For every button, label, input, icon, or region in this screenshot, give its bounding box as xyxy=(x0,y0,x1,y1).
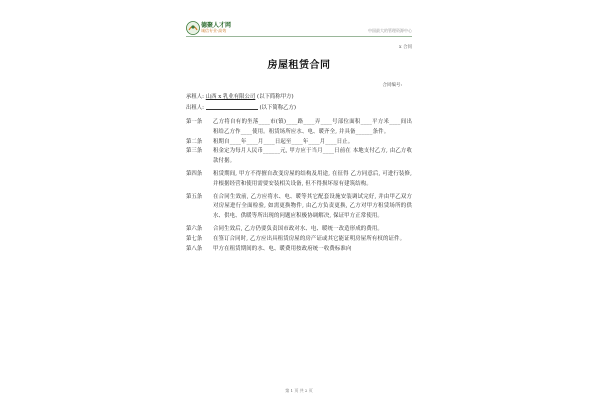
lessor-note: (以下简称甲方) xyxy=(257,94,294,100)
lessee-label: 出租人: xyxy=(186,105,204,111)
clause-label: 第一条 xyxy=(186,119,203,125)
clause-list xyxy=(186,118,412,254)
clause-text: 在合同生效前, 乙方应将水、电、暖等其它配套设施安装调试完好, 并由甲乙双方对房屋进行全面检验, 如需更换物件, 由乙方负责更换, 乙方对甲方租赁场所的供水、供电、供暖等所出现的问题应积极协调解决, 保证甲方正常使用。 xyxy=(213,193,412,220)
document-page xyxy=(186,20,412,396)
logo-title: 德聚人才网 xyxy=(201,22,232,29)
clause-8 xyxy=(186,245,412,255)
clause-text: 合同生效后, 乙方仍要负责国市政对水、电、暖统一改造形成的费用。 xyxy=(213,225,383,232)
logo-icon xyxy=(186,21,200,35)
lessee-note: (以下简称乙方) xyxy=(259,105,296,111)
clause-text: 租金定为每月人民币______元, 甲方应于当月____日前在 本地支付乙方, 由乙方收款付据。 xyxy=(213,148,412,165)
clause-label: 第七条 xyxy=(186,235,203,242)
clause-label: 第四条 xyxy=(186,170,203,177)
clause-2 xyxy=(186,138,412,148)
header-divider xyxy=(186,36,412,37)
clause-label: 第二条 xyxy=(186,138,203,145)
clause-label: 第三条 xyxy=(186,148,203,155)
lessor-name: 山西 x 乳业有限公司 xyxy=(205,94,256,100)
clause-text: 乙方将自有的坐落____市(镇)____路____弄____号部位面积____平方米____间出租给乙方作____使用。租赁场所应水、电、暖齐全, 并具备______条件。 xyxy=(213,119,412,135)
lessee-name-blank xyxy=(206,104,258,110)
clause-1 xyxy=(186,118,412,138)
logo-subtitle: 诚信专业·高效 xyxy=(201,28,227,33)
lessor-line xyxy=(186,92,294,100)
lessor-label: 承租人: xyxy=(186,94,204,100)
clause-3 xyxy=(186,147,412,167)
clause-5 xyxy=(186,193,412,222)
clause-label: 第八条 xyxy=(186,245,203,252)
page-header xyxy=(186,20,412,38)
clause-text: 甲方在租赁期间的水、电、暖费用按政府统一收费标准向 xyxy=(213,245,352,252)
page-footer: 第 1 页 共 2 页 xyxy=(285,388,313,393)
clause-label: 第六条 xyxy=(186,225,203,232)
site-logo[interactable] xyxy=(186,20,244,36)
clause-text: 租赁期间, 甲方不得擅自改变房屋的结构及用途, 在征得 乙方同意后, 可进行装修, 并根据经营和使用需要安装相关设备, 但不得损坏原有建筑结构。 xyxy=(213,170,412,187)
lessee-line xyxy=(186,103,296,111)
page-title: 房屋租赁合同 xyxy=(267,60,331,71)
site-note: 中国最大的管理资源中心 xyxy=(368,28,412,33)
clause-7 xyxy=(186,235,412,245)
clause-label: 第五条 xyxy=(186,193,203,200)
document-id: x 合同 xyxy=(399,45,412,50)
clause-4 xyxy=(186,170,412,190)
contract-number-label: 合同编号: xyxy=(382,83,402,88)
clause-text: 租期自____年____月____日起至____年____月____日止。 xyxy=(213,138,354,145)
clause-text: 在签订合同时, 乙方应出具租赁房屋的房产证或其它能证明房屋所有权的证件。 xyxy=(213,235,406,242)
clause-6 xyxy=(186,225,412,235)
